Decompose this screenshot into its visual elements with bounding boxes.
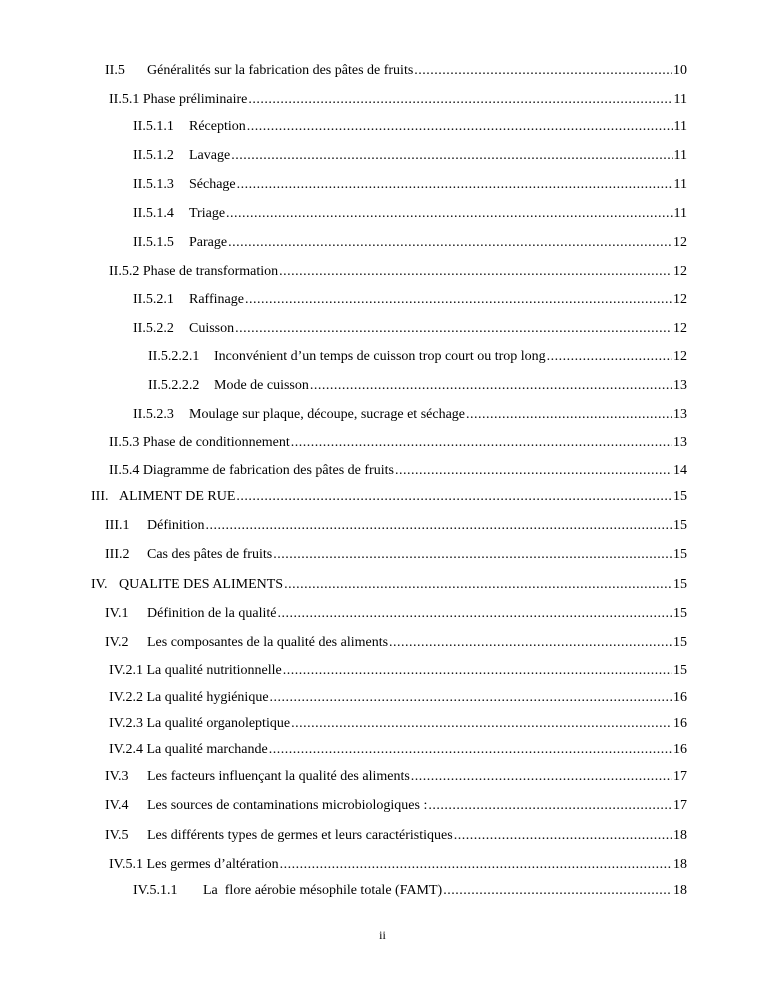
toc-page-number: 11 — [673, 206, 687, 221]
toc-page-number: 13 — [673, 378, 687, 393]
toc-title: IV.2.1 La qualité nutritionnelle — [109, 663, 282, 678]
toc-page-number: 12 — [673, 321, 687, 336]
toc-leader — [411, 768, 672, 786]
toc-number: IV.4 — [105, 798, 129, 813]
toc-title: Moulage sur plaque, découpe, sucrage et séchage — [189, 407, 465, 422]
toc-leader — [247, 118, 673, 136]
toc-title: IV.2.3 La qualité organoleptique — [109, 716, 291, 731]
toc-page-number: 12 — [673, 349, 687, 364]
toc-leader — [236, 488, 672, 506]
toc-leader — [235, 320, 672, 338]
toc-number: II.5.2.2.2 — [148, 378, 200, 393]
toc-leader — [277, 605, 672, 623]
toc-leader — [206, 517, 672, 535]
toc-number: II.5.2.2 — [133, 321, 174, 336]
toc-title: Mode de cuisson — [214, 378, 309, 393]
toc-title: Les composantes de la qualité des aliments — [147, 635, 389, 650]
toc-title: Parage — [189, 235, 228, 250]
toc-entry — [133, 205, 687, 223]
toc-leader — [248, 91, 672, 109]
toc-page-number: 13 — [673, 435, 687, 450]
toc-leader — [279, 263, 672, 281]
toc-leader — [284, 576, 672, 594]
toc-leader — [291, 434, 672, 452]
toc-leader — [428, 797, 672, 815]
toc-leader — [270, 689, 672, 707]
toc-entry — [109, 689, 687, 707]
toc-number: III. — [91, 489, 109, 504]
toc-page-number: 15 — [673, 606, 687, 621]
toc-title: IV.5.1 Les germes d’altération — [109, 857, 279, 872]
toc-page-number: 18 — [673, 857, 687, 872]
toc-number: III.1 — [105, 518, 130, 533]
toc-entry — [133, 234, 687, 252]
toc-entry — [109, 462, 687, 480]
toc-page-number: 18 — [673, 828, 687, 843]
toc-number: II.5.1.3 — [133, 177, 174, 192]
toc-title: QUALITE DES ALIMENTS — [119, 577, 284, 592]
toc-leader — [443, 882, 672, 900]
toc-entry — [133, 176, 687, 194]
toc-title: La flore aérobie mésophile totale (FAMT) — [203, 883, 443, 898]
toc-entry — [105, 768, 687, 786]
toc-page-number: 15 — [673, 547, 687, 562]
toc-leader — [269, 741, 672, 759]
toc-entry — [148, 377, 687, 395]
toc-page-number: 11 — [673, 177, 687, 192]
toc-title: II.5.3 Phase de conditionnement — [109, 435, 290, 450]
toc-entry — [109, 91, 687, 109]
toc-title: Les différents types de germes et leurs caractéristiques — [147, 828, 453, 843]
toc-entry — [109, 434, 687, 452]
toc-title: Séchage — [189, 177, 236, 192]
toc-entry — [105, 827, 687, 845]
toc-title: IV.2.4 La qualité marchande — [109, 742, 268, 757]
toc-title: Raffinage — [189, 292, 244, 307]
toc-page-number: 15 — [673, 489, 687, 504]
toc-entry — [109, 263, 687, 281]
toc-entry — [91, 488, 687, 506]
toc-entry — [105, 546, 687, 564]
toc-number: II.5 — [105, 63, 125, 78]
toc-title: Lavage — [189, 148, 231, 163]
toc-page-number: 10 — [673, 63, 687, 78]
toc-leader — [310, 377, 672, 395]
toc-number: III.2 — [105, 547, 130, 562]
toc-title: II.5.4 Diagramme de fabrication des pâtes de fruits — [109, 463, 394, 478]
toc-leader — [245, 291, 672, 309]
toc-entry — [133, 291, 687, 309]
toc-entry — [133, 118, 687, 136]
toc-number: IV.2 — [105, 635, 129, 650]
toc-page-number: 12 — [673, 235, 687, 250]
toc-entry — [109, 715, 687, 733]
toc-page-number: 15 — [673, 663, 687, 678]
toc-leader — [454, 827, 672, 845]
toc-page-number: 15 — [673, 518, 687, 533]
toc-leader — [237, 176, 673, 194]
toc-entry — [105, 62, 687, 80]
toc-entry — [105, 517, 687, 535]
toc-page-number: 11 — [673, 148, 687, 163]
toc-page-number: 15 — [673, 635, 687, 650]
toc-page-number: 17 — [673, 769, 687, 784]
toc-leader — [466, 406, 672, 424]
toc-page-number: 16 — [673, 690, 687, 705]
toc-page-number: 13 — [673, 407, 687, 422]
toc-entry — [109, 856, 687, 874]
toc-number: IV. — [91, 577, 108, 592]
toc-entry — [133, 320, 687, 338]
toc-number: II.5.2.2.1 — [148, 349, 200, 364]
toc-title: ALIMENT DE RUE — [119, 489, 236, 504]
toc-entry — [133, 882, 687, 900]
toc-entry — [133, 147, 687, 165]
toc-leader — [291, 715, 672, 733]
toc-number: II.5.2.1 — [133, 292, 174, 307]
toc-title: Définition — [147, 518, 205, 533]
toc-number: IV.5 — [105, 828, 129, 843]
toc-page-number: 16 — [673, 716, 687, 731]
toc-entry — [109, 662, 687, 680]
toc-entry — [109, 741, 687, 759]
toc-page-number: 12 — [673, 292, 687, 307]
toc-title: Inconvénient d’un temps de cuisson trop court ou trop long — [214, 349, 546, 364]
toc-leader — [231, 147, 672, 165]
toc-title: Cuisson — [189, 321, 235, 336]
toc-entry — [91, 576, 687, 594]
toc-page-number: 15 — [673, 577, 687, 592]
toc-leader — [226, 205, 672, 223]
toc-leader — [273, 546, 672, 564]
toc-title: II.5.2 Phase de transformation — [109, 264, 279, 279]
toc-number: II.5.1.4 — [133, 206, 174, 221]
toc-leader — [414, 62, 672, 80]
toc-leader — [283, 662, 672, 680]
toc-page-number: 14 — [673, 463, 687, 478]
toc-title: Réception — [189, 119, 246, 134]
toc-leader — [547, 348, 672, 366]
toc-entry — [148, 348, 687, 366]
toc-leader — [280, 856, 672, 874]
toc-title: Les facteurs influençant la qualité des aliments — [147, 769, 410, 784]
toc-number: IV.3 — [105, 769, 129, 784]
toc-leader — [228, 234, 672, 252]
toc-title: II.5.1 Phase préliminaire — [109, 92, 248, 107]
toc-page-number: 12 — [673, 264, 687, 279]
toc-page-number: 11 — [673, 119, 687, 134]
toc-page-number: 11 — [673, 92, 687, 107]
toc-leader — [389, 634, 672, 652]
toc-page-number: 16 — [673, 742, 687, 757]
toc-number: IV.1 — [105, 606, 129, 621]
page-footer-number: ii — [379, 928, 386, 942]
toc-number: II.5.1.2 — [133, 148, 174, 163]
toc-title: Définition de la qualité — [147, 606, 277, 621]
toc-title: Généralités sur la fabrication des pâtes de fruits — [147, 63, 414, 78]
toc-title: Triage — [189, 206, 226, 221]
toc-entry — [133, 406, 687, 424]
toc-number: II.5.2.3 — [133, 407, 174, 422]
toc-number: II.5.1.5 — [133, 235, 174, 250]
toc-page-number: 18 — [673, 883, 687, 898]
toc-title: IV.2.2 La qualité hygiénique — [109, 690, 269, 705]
toc-title: Les sources de contaminations microbiologiques : — [147, 798, 428, 813]
toc-number: IV.5.1.1 — [133, 883, 178, 898]
toc-entry — [105, 605, 687, 623]
toc-entry — [105, 634, 687, 652]
toc-page-number: 17 — [673, 798, 687, 813]
toc-entry — [105, 797, 687, 815]
toc-number: II.5.1.1 — [133, 119, 174, 134]
toc-leader — [395, 462, 672, 480]
toc-title: Cas des pâtes de fruits — [147, 547, 273, 562]
